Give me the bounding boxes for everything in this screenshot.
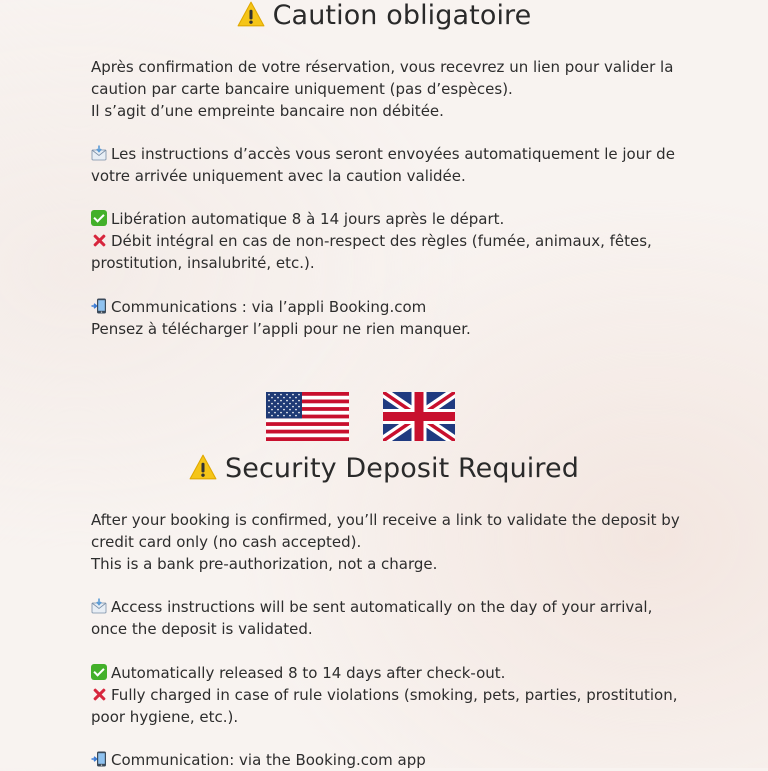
cross-mark-icon	[91, 686, 107, 702]
english-title	[0, 453, 768, 484]
us-flag-icon	[266, 392, 349, 441]
text-line-content: Débit intégral en cas de non-respect des règles (fumée, animaux, fêtes,	[111, 232, 652, 250]
check-mark-icon	[91, 210, 107, 226]
text-line-content: Communications : via l’appli Booking.com	[111, 298, 427, 316]
warning-icon	[237, 1, 265, 27]
warning-icon	[189, 454, 217, 480]
text-line: Après confirmation de votre réservation, vous recevrez un lien pour valider la	[91, 58, 674, 76]
text-line: votre arrivée uniquement avec la caution validée.	[91, 167, 466, 185]
english-paragraph-access	[91, 596, 691, 640]
incoming-envelope-icon	[91, 145, 107, 161]
text-line: After your booking is confirmed, you’ll receive a link to validate the deposit by	[91, 511, 680, 529]
french-title	[0, 0, 768, 31]
text-line-content: Automatically released 8 to 14 days after check-out.	[111, 664, 506, 682]
cross-mark-icon	[91, 232, 107, 248]
check-mark-icon	[91, 664, 107, 680]
french-paragraph-deposit	[91, 56, 691, 122]
mobile-phone-arrow-icon	[91, 298, 107, 314]
text-line: caution par carte bancaire uniquement (pas d’espèces).	[91, 80, 513, 98]
text-line: prostitution, insalubrité, etc.).	[91, 254, 315, 272]
incoming-envelope-icon	[91, 598, 107, 614]
french-paragraph-release	[91, 208, 691, 274]
text-line: once the deposit is validated.	[91, 620, 313, 638]
text-line-content: Les instructions d’accès vous seront envoyées automatiquement le jour de	[111, 145, 675, 163]
french-paragraph-communication	[91, 296, 691, 340]
text-line: This is a bank pre-authorization, not a charge.	[91, 555, 438, 573]
english-title-text: Security Deposit Required	[225, 453, 579, 484]
text-line: Il s’agit d’une empreinte bancaire non débitée.	[91, 102, 444, 120]
text-line	[91, 143, 691, 165]
french-paragraph-access	[91, 143, 691, 187]
mobile-phone-arrow-icon	[91, 751, 107, 767]
french-title-text: Caution obligatoire	[272, 0, 532, 31]
text-line-content: Access instructions will be sent automatically on the day of your arrival,	[111, 598, 653, 616]
uk-flag-icon	[383, 392, 455, 441]
text-line	[91, 230, 691, 252]
english-paragraph-release	[91, 662, 691, 728]
text-line	[91, 662, 691, 684]
text-line-content: Libération automatique 8 à 14 jours après le départ.	[111, 210, 505, 228]
text-line	[91, 596, 691, 618]
text-line	[91, 296, 691, 318]
text-line	[91, 208, 691, 230]
text-line: credit card only (no cash accepted).	[91, 533, 362, 551]
english-paragraph-deposit	[91, 509, 691, 575]
text-line-content: Fully charged in case of rule violations (smoking, pets, parties, prostitution,	[111, 686, 678, 704]
text-line	[91, 684, 691, 706]
text-line: poor hygiene, etc.).	[91, 708, 239, 726]
language-flags	[0, 392, 768, 442]
text-line: Pensez à télécharger l’appli pour ne rien manquer.	[91, 320, 471, 338]
text-line-content: Communication: via the Booking.com app	[111, 751, 426, 769]
